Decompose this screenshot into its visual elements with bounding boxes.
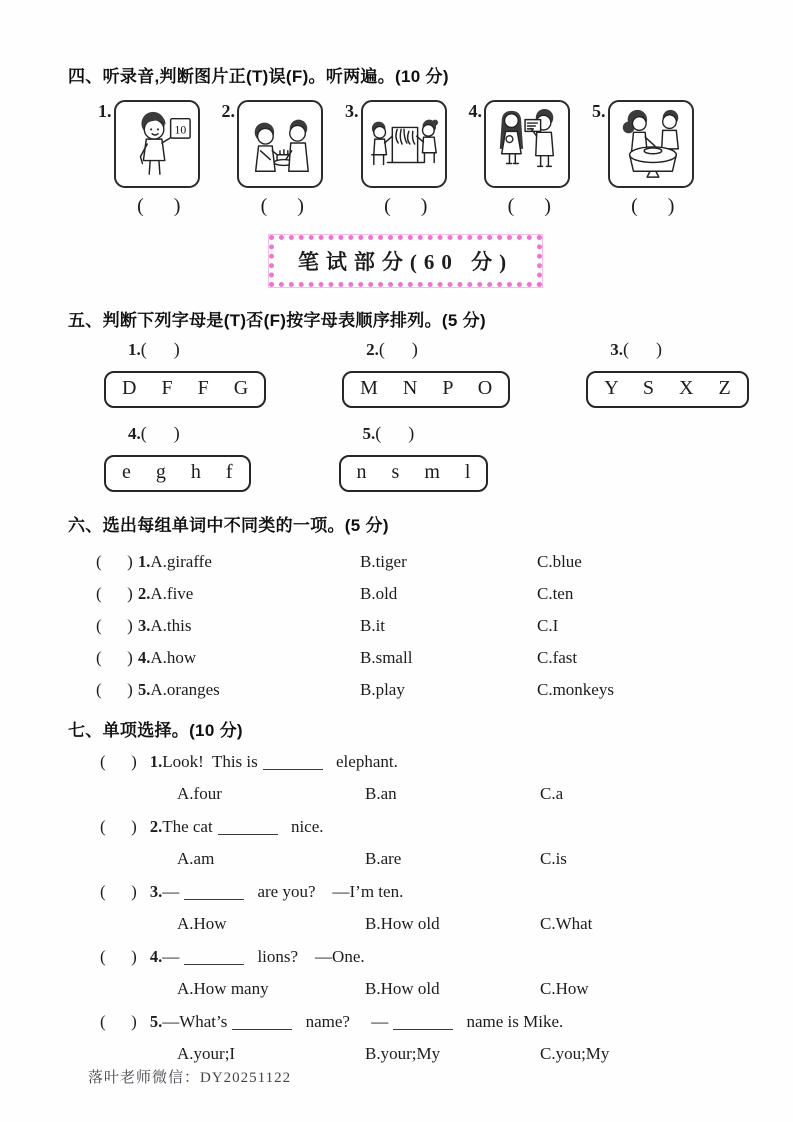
section5-title: 五、判断下列字母是(T)否(F)按字母表顺序排列。(5 分)	[68, 311, 486, 330]
section6-title: 六、选出每组单词中不同类的一项。(5 分)	[68, 516, 389, 535]
picture-box-4	[484, 100, 570, 188]
answer-paren: ( )	[631, 195, 675, 217]
kids-with-bananas-illustration	[367, 106, 441, 182]
question-stem	[100, 940, 743, 973]
listening-item-3	[345, 100, 447, 218]
option-c: C.a	[540, 784, 564, 803]
answer-paren: ( )	[137, 195, 181, 217]
picture-number: 5.	[592, 101, 606, 121]
question-stem	[100, 875, 743, 908]
answer-paren: ( )	[96, 552, 133, 571]
answer-paren: ( )	[100, 1011, 137, 1031]
group-number: 3.	[610, 340, 623, 359]
stem-text: elephant.	[331, 751, 398, 771]
option-a-label: A.oranges	[150, 680, 220, 699]
answer-paren: ( )	[100, 881, 137, 901]
kids-at-round-table-illustration	[614, 106, 688, 182]
question-number: 3.	[149, 881, 163, 901]
question-options	[177, 843, 743, 875]
group-number: 2.	[366, 340, 379, 359]
answer-paren: ( )	[96, 584, 133, 603]
answer-paren: ( )	[375, 423, 415, 443]
stem-text: name is Mike.	[462, 1011, 564, 1031]
option-b: B.How old	[365, 914, 440, 933]
section4-title: 四、听录音,判断图片正(T)误(F)。听两遍。(10 分)	[68, 67, 449, 86]
letter-groups-row-2	[104, 423, 743, 492]
letter-box: Y S X Z	[586, 371, 748, 408]
question-number: 5.	[138, 680, 151, 699]
option-c: C.you;My	[540, 1044, 610, 1063]
option-a	[138, 616, 360, 636]
girl-giving-cake-illustration	[243, 106, 317, 182]
option-b: B.How old	[365, 979, 440, 998]
written-part-banner-row	[68, 235, 743, 287]
fill-blank	[263, 754, 323, 770]
letter-group-4	[104, 423, 251, 492]
option-b: B.are	[365, 849, 402, 868]
question-stem	[100, 1005, 743, 1038]
letter-group-head	[128, 339, 266, 360]
letter-group-1	[104, 339, 266, 408]
question-number: 2.	[149, 816, 163, 836]
question-number: 1.	[149, 751, 163, 771]
question-number: 5.	[149, 1011, 163, 1031]
option-b: B.an	[365, 784, 397, 803]
question-number: 4.	[138, 648, 151, 667]
letter-group-3	[586, 339, 748, 408]
option-a: A.How	[177, 914, 227, 933]
listening-item-5	[592, 100, 694, 218]
mc-question-4	[100, 940, 743, 1005]
letter-box: M N P O	[342, 371, 510, 408]
odd-row-5	[96, 674, 743, 706]
option-a: A.your;I	[177, 1044, 236, 1063]
question-number: 4.	[149, 946, 163, 966]
option-b: B.play	[360, 680, 405, 699]
option-c: C.I	[537, 616, 559, 635]
letter-box: D F F G	[104, 371, 266, 408]
listening-item-1	[98, 100, 200, 218]
option-a: A.How many	[177, 979, 269, 998]
stem-text: —	[162, 881, 180, 901]
option-a-label: A.five	[150, 584, 194, 603]
letter-group-head	[128, 423, 251, 444]
stem-text: lions? —One.	[253, 946, 365, 966]
option-a	[138, 648, 360, 668]
picture-box-2	[237, 100, 323, 188]
question-options	[177, 908, 743, 940]
letter-group-head	[363, 423, 489, 444]
odd-row-3	[96, 610, 743, 642]
option-c: C.fast	[537, 648, 578, 667]
mc-question-5	[100, 1005, 743, 1070]
option-c: C.ten	[537, 584, 574, 603]
option-b: B.tiger	[360, 552, 407, 571]
stem-text: —What’s	[162, 1011, 228, 1031]
letter-group-head	[610, 339, 748, 360]
mc-question-1	[100, 745, 743, 810]
option-a: A.am	[177, 849, 215, 868]
option-a	[138, 680, 360, 700]
stem-text: The cat	[162, 816, 213, 836]
girl-and-boy-with-card-illustration	[490, 106, 564, 182]
option-b: B.it	[360, 616, 386, 635]
group-number: 1.	[128, 340, 141, 359]
question-stem	[100, 810, 743, 843]
question-stem	[100, 745, 743, 778]
letter-box: e g h f	[104, 455, 251, 492]
letter-groups-row-1	[104, 339, 743, 408]
option-a	[138, 552, 360, 572]
option-c: C.How	[540, 979, 589, 998]
listening-item-2	[222, 100, 324, 218]
question-number: 1.	[138, 552, 151, 571]
fill-blank	[218, 819, 278, 835]
option-a-label: A.how	[150, 648, 197, 667]
stem-text: —	[162, 946, 180, 966]
answer-paren: ( )	[96, 648, 133, 667]
mc-question-2	[100, 810, 743, 875]
letter-group-5	[339, 423, 489, 492]
listening-pictures-row	[98, 100, 743, 218]
picture-number: 3.	[345, 101, 359, 121]
odd-one-out-rows	[96, 546, 743, 706]
answer-paren: ( )	[378, 339, 418, 359]
question-number: 3.	[138, 616, 151, 635]
stem-text: name? —	[301, 1011, 389, 1031]
fill-blank	[184, 949, 244, 965]
written-part-banner: 笔试部分(60 分)	[269, 235, 542, 287]
answer-paren: ( )	[384, 195, 428, 217]
option-c: C.What	[540, 914, 593, 933]
question-options	[177, 973, 743, 1005]
section7-title: 七、单项选择。(10 分)	[68, 721, 243, 740]
answer-paren: ( )	[100, 816, 137, 836]
option-c: C.monkeys	[537, 680, 614, 699]
answer-paren: ( )	[260, 195, 304, 217]
number-card-text: 10	[174, 123, 186, 137]
option-a	[138, 584, 360, 604]
letter-group-2	[342, 339, 510, 408]
letter-group-head	[366, 339, 510, 360]
picture-number: 2.	[221, 101, 235, 121]
odd-row-4	[96, 642, 743, 674]
fill-blank	[184, 884, 244, 900]
mc-question-3	[100, 875, 743, 940]
picture-number: 4.	[468, 101, 482, 121]
option-c: C.is	[540, 849, 567, 868]
stem-text: Look! This is	[162, 751, 258, 771]
picture-box-5	[608, 100, 694, 188]
boy-showing-number-card-illustration	[120, 106, 194, 182]
listening-item-4	[469, 100, 571, 218]
answer-paren: ( )	[140, 339, 180, 359]
picture-number: 1.	[98, 101, 112, 121]
option-b: B.small	[360, 648, 413, 667]
question-number: 2.	[138, 584, 151, 603]
teacher-wechat-watermark: 落叶老师微信：DY20251122	[88, 1070, 292, 1086]
group-number: 4.	[128, 424, 141, 443]
stem-text: are you? —I’m ten.	[253, 881, 404, 901]
answer-paren: ( )	[622, 339, 662, 359]
answer-paren: ( )	[100, 946, 137, 966]
option-b: B.your;My	[365, 1044, 441, 1063]
letter-box: n s m l	[339, 455, 489, 492]
odd-row-1	[96, 546, 743, 578]
option-a-label: A.this	[150, 616, 192, 635]
group-number: 5.	[362, 424, 376, 443]
fill-blank	[393, 1014, 453, 1030]
option-a-label: A.giraffe	[150, 552, 212, 571]
question-options	[177, 778, 743, 810]
option-b: B.old	[360, 584, 398, 603]
answer-paren: ( )	[507, 195, 551, 217]
answer-paren: ( )	[96, 680, 133, 699]
stem-text: nice.	[286, 816, 324, 836]
picture-box-3	[361, 100, 447, 188]
answer-paren: ( )	[140, 423, 180, 443]
answer-paren: ( )	[100, 751, 137, 771]
fill-blank	[232, 1014, 292, 1030]
odd-row-2	[96, 578, 743, 610]
option-a: A.four	[177, 784, 222, 803]
option-c: C.blue	[537, 552, 582, 571]
answer-paren: ( )	[96, 616, 133, 635]
picture-box-1	[114, 100, 200, 188]
